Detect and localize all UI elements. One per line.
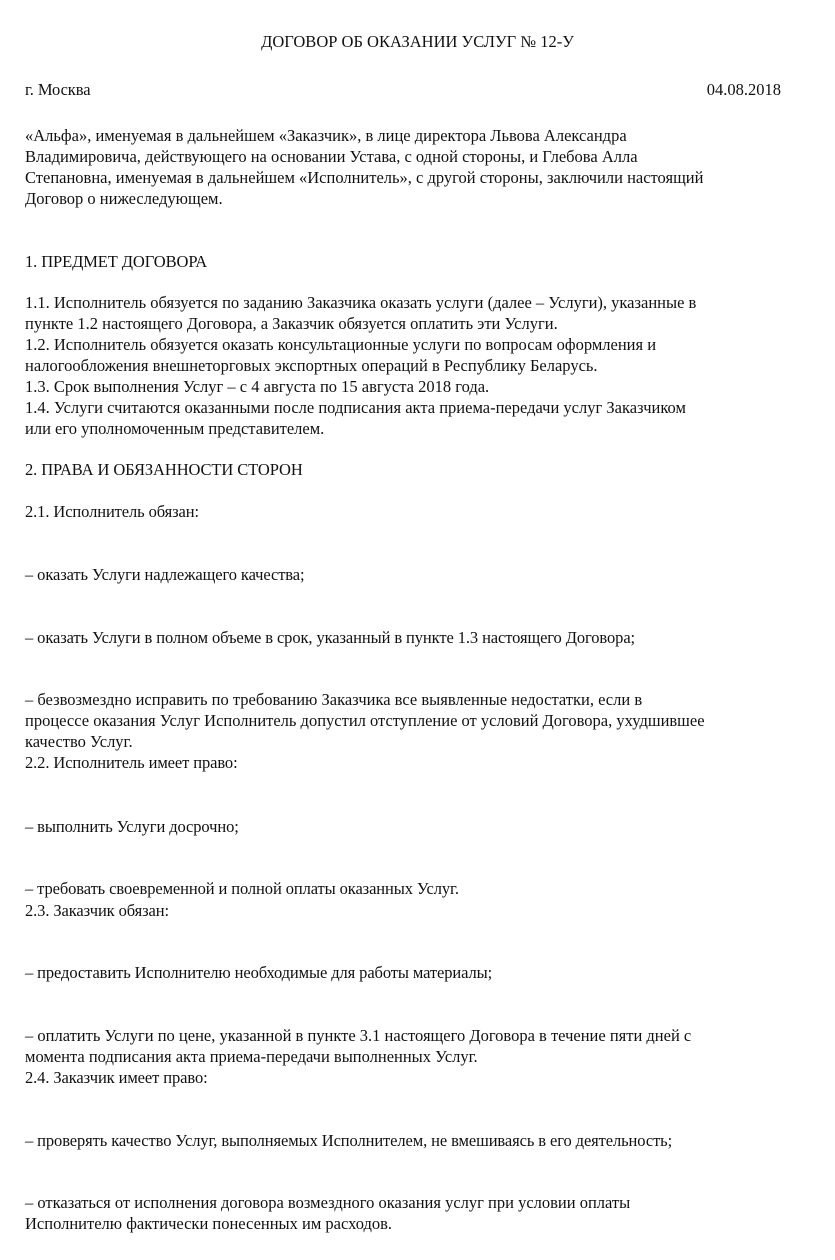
clause-2-3: 2.3. Заказчик обязан: bbox=[25, 901, 169, 920]
preamble-line: «Альфа», именуемая в дальнейшем «Заказчик», в лице директора Львова Александра bbox=[25, 126, 627, 145]
clause-line: 1.4. Услуги считаются оказанными после подписания акта приема-передачи услуг Заказчиком bbox=[25, 398, 686, 417]
bullet-item: – оказать Услуги в полном объеме в срок, указанный в пункте 1.3 настоящего Договора; bbox=[25, 628, 636, 647]
bullet-line: – безвозмездно исправить по требованию Заказчика все выявленные недостатки, если в bbox=[25, 690, 643, 709]
clause-line: 1.1. Исполнитель обязуется по заданию Заказчика оказать услуги (далее – Услуги), указанные в bbox=[25, 293, 697, 312]
bullet-line: – отказаться от исполнения договора возмездного оказания услуг при условии оплаты bbox=[25, 1193, 631, 1212]
clause-line: 1.2. Исполнитель обязуется оказать консультационные услуги по вопросам оформления и bbox=[25, 335, 657, 354]
document-title: ДОГОВОР ОБ ОКАЗАНИИ УСЛУГ № 12-У bbox=[261, 32, 574, 51]
bullet-item: – требовать своевременной и полной оплаты оказанных Услуг. bbox=[25, 879, 459, 898]
city: г. Москва bbox=[25, 80, 91, 99]
clause-line: 1.3. Срок выполнения Услуг – с 4 августа по 15 августа 2018 года. bbox=[25, 377, 490, 396]
bullet-line: момента подписания акта приема-передачи выполненных Услуг. bbox=[25, 1047, 478, 1066]
date: 04.08.2018 bbox=[706, 80, 781, 99]
clause-2-4: 2.4. Заказчик имеет право: bbox=[25, 1068, 208, 1087]
clause-line: пункте 1.2 настоящего Договора, а Заказчик обязуется оплатить эти Услуги. bbox=[25, 314, 558, 333]
bullet-item: – проверять качество Услуг, выполняемых Исполнителем, не вмешиваясь в его деятельность; bbox=[25, 1131, 673, 1150]
bullet-item: – оказать Услуги надлежащего качества; bbox=[25, 565, 305, 584]
bullet-item bbox=[25, 1025, 815, 1067]
bullet-line: Исполнителю фактически понесенных им расходов. bbox=[25, 1214, 393, 1233]
preamble-line: Владимировича, действующего на основании Устава, с одной стороны, и Глебова Алла bbox=[25, 147, 638, 166]
clause-2-1: 2.1. Исполнитель обязан: bbox=[25, 502, 199, 521]
bullet-item: – предоставить Исполнителю необходимые для работы материалы; bbox=[25, 963, 493, 982]
preamble-line: Договор о нижеследующем. bbox=[25, 189, 223, 208]
preamble bbox=[25, 125, 815, 209]
bullet-item bbox=[25, 689, 815, 752]
clause-line: или его уполномоченным представителем. bbox=[25, 419, 325, 438]
bullet-line: – оплатить Услуги по цене, указанной в пункте 3.1 настоящего Договора в течение пяти дней с bbox=[25, 1026, 692, 1045]
section-1-body bbox=[25, 292, 815, 439]
clause-2-2: 2.2. Исполнитель имеет право: bbox=[25, 753, 238, 772]
bullet-line: качество Услуг. bbox=[25, 732, 133, 751]
section-1-heading: 1. ПРЕДМЕТ ДОГОВОРА bbox=[25, 252, 208, 271]
section-2-heading: 2. ПРАВА И ОБЯЗАННОСТИ СТОРОН bbox=[25, 460, 303, 479]
bullet-line: процессе оказания Услуг Исполнитель допустил отступление от условий Договора, ухудшившее bbox=[25, 711, 705, 730]
bullet-item bbox=[25, 1192, 815, 1234]
clause-line: налогообложения внешнеторговых экспортных операций в Республику Беларусь. bbox=[25, 356, 598, 375]
preamble-line: Степановна, именуемая в дальнейшем «Исполнитель», с другой стороны, заключили настоящий bbox=[25, 168, 704, 187]
bullet-item: – выполнить Услуги досрочно; bbox=[25, 817, 239, 836]
